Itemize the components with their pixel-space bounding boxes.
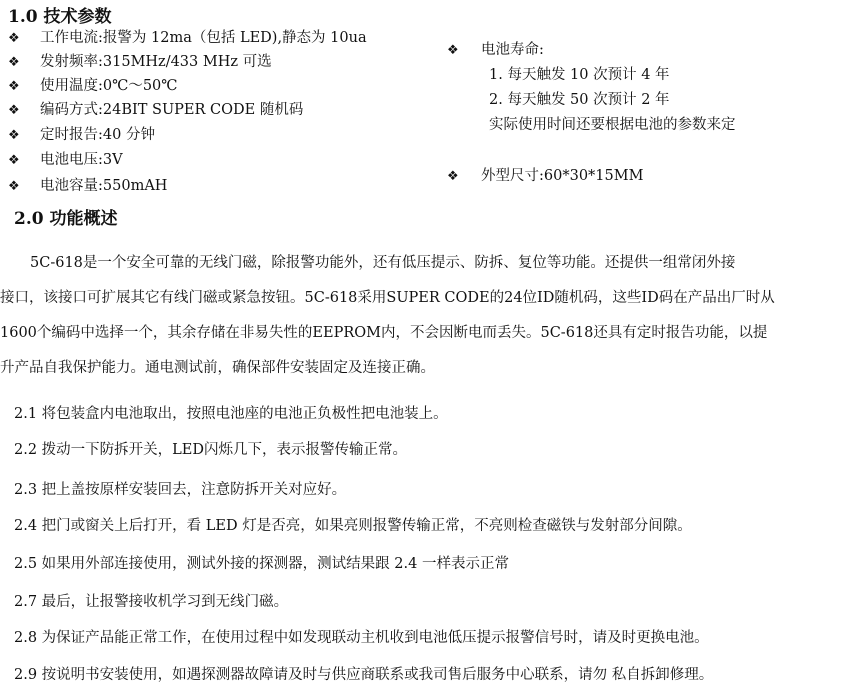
section1-title: 1.0 技术参数: [8, 7, 112, 27]
diamond-bullet-icon: ❖: [447, 169, 459, 184]
battery-life-line: 1. 每天触发 10 次预计 4 年: [489, 67, 670, 83]
paragraph-line: 1600个编码中选择一个，其余存储在非易失性的EEPROM内，不会因断电而丢失。5C-618还具有定时报告功能，以提: [0, 325, 768, 341]
spec-label: 编码方式:: [40, 102, 103, 118]
diamond-bullet-icon: ❖: [447, 43, 459, 58]
spec-item: [8, 98, 303, 119]
battery-life-note: 实际使用时间还要根据电池的参数来定: [489, 117, 736, 133]
spec-value: 24BIT SUPER CODE 随机码: [102, 102, 304, 118]
spec-label: 发射频率:: [40, 54, 103, 70]
diamond-bullet-icon: ❖: [8, 103, 20, 118]
battery-life-line: 2. 每天触发 50 次预计 2 年: [489, 92, 670, 108]
paragraph-line: 接口，该接口可扩展其它有线门磁或紧急按钮。5C-618采用SUPER CODE的24位ID随机码，这些ID码在产品出厂时从: [0, 290, 775, 306]
spec-value: 550mAH: [102, 178, 168, 194]
spec-value: 报警为 12ma（包括 LED),静态为 10ua: [102, 30, 367, 46]
step-item: 2.8 为保证产品能正常工作，在使用过程中如发现联动主机收到电池低压提示报警信号时，请及时更换电池。: [14, 630, 709, 646]
dimension-label: 外型尺寸:: [481, 168, 544, 184]
spec-label: 电池电压:: [40, 152, 103, 168]
spec-item: [8, 50, 272, 71]
paragraph-line: 升产品自我保护能力。通电测试前，确保部件安装固定及连接正确。: [0, 360, 435, 376]
step-item: 2.1 将包装盒内电池取出，按照电池座的电池正负极性把电池装上。: [14, 406, 448, 422]
step-item: 2.9 按说明书安装使用，如遇探测器故障请及时与供应商联系或我司售后服务中心联系，请勿 私自拆卸修理。: [14, 667, 714, 683]
dimension-value: 60*30*15MM: [543, 168, 644, 184]
spec-value: 315MHz/433 MHz 可选: [102, 54, 272, 70]
step-item: 2.2 拨动一下防拆开关，LED闪烁几下，表示报警传输正常。: [14, 442, 408, 458]
spec-item: [8, 148, 123, 169]
step-item: 2.3 把上盖按原样安装回去，注意防拆开关对应好。: [14, 482, 347, 498]
battery-life-label: 电池寿命:: [481, 42, 544, 58]
battery-life-item: [447, 38, 544, 59]
spec-item: [8, 26, 367, 47]
section2-title: 2.0 功能概述: [14, 209, 118, 229]
diamond-bullet-icon: ❖: [8, 31, 20, 46]
spec-label: 定时报告:: [40, 127, 103, 143]
spec-item: [8, 74, 178, 95]
step-item: 2.7 最后，让报警接收机学习到无线门磁。: [14, 594, 289, 610]
step-item: 2.4 把门或窗关上后打开，看 LED 灯是否亮，如果亮则报警传输正常，不亮则检查磁铁与发射部分间隙。: [14, 518, 692, 534]
diamond-bullet-icon: ❖: [8, 153, 20, 168]
spec-value: 0℃～50℃: [102, 78, 178, 94]
spec-label: 工作电流:: [40, 30, 103, 46]
step-item: 2.5 如果用外部连接使用，测试外接的探测器，测试结果跟 2.4 一样表示正常: [14, 556, 509, 572]
diamond-bullet-icon: ❖: [8, 79, 20, 94]
paragraph-line: 5C-618是一个安全可靠的无线门磁，除报警功能外，还有低压提示、防拆、复位等功能。还提供一组常闭外接: [30, 255, 736, 271]
spec-label: 电池容量:: [40, 178, 103, 194]
spec-value: 40 分钟: [102, 127, 155, 143]
diamond-bullet-icon: ❖: [8, 128, 20, 143]
spec-item: [8, 174, 167, 195]
dimension-item: [447, 164, 643, 185]
diamond-bullet-icon: ❖: [8, 55, 20, 70]
spec-value: 3V: [102, 152, 123, 168]
diamond-bullet-icon: ❖: [8, 179, 20, 194]
spec-label: 使用温度:: [40, 78, 103, 94]
spec-item: [8, 123, 155, 144]
